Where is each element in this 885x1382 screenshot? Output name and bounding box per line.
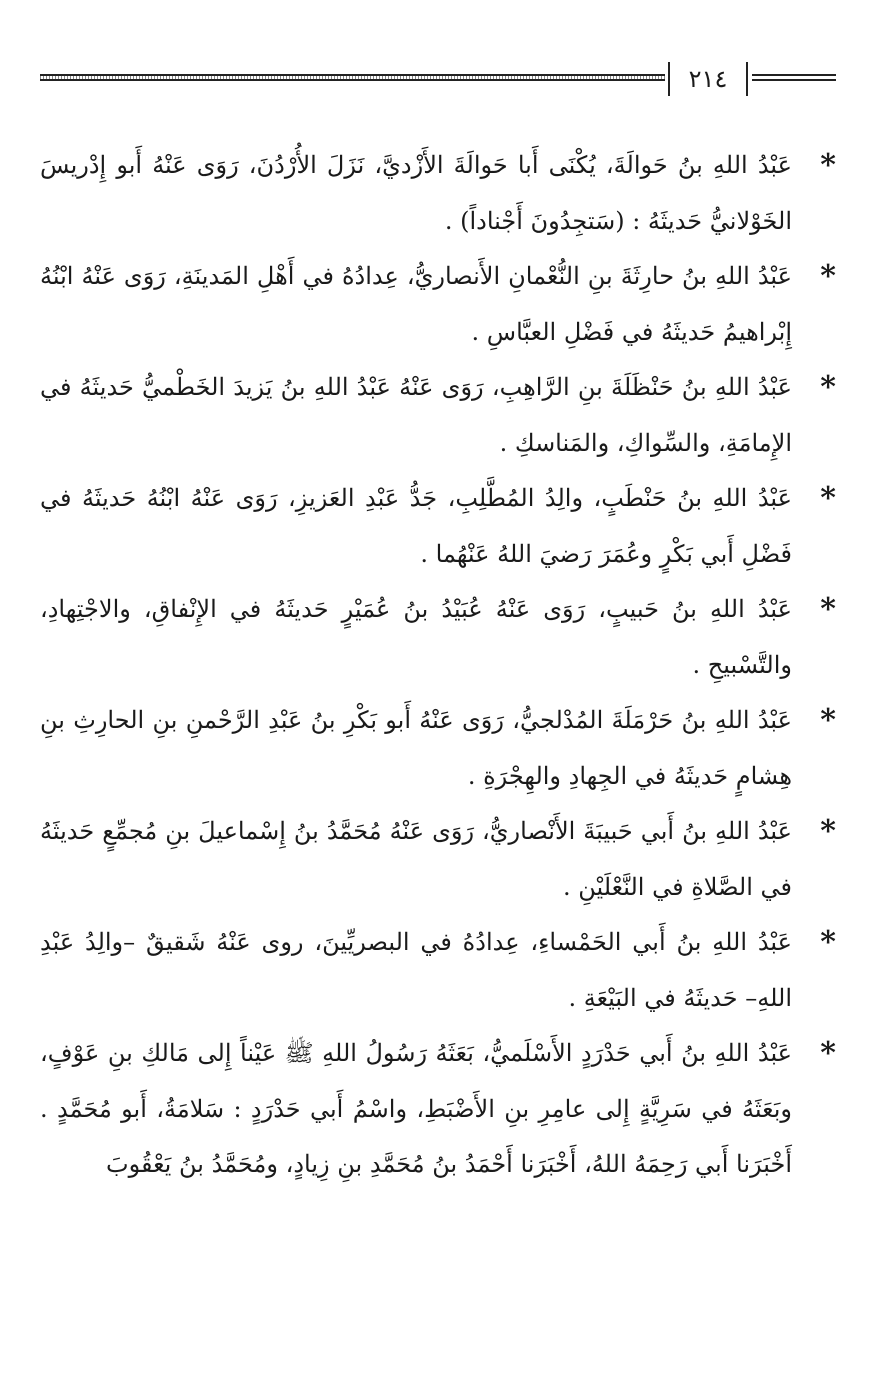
entry-text: عَبْدُ اللهِ بنُ حَنْطَبٍ، والِدُ المُطَّلِبِ، جَدُّ عَبْدِ العَزيزِ، رَوَى عَنْهُ ابْنُهُ حَديثَهُ في فَضْلِ أَبي بَكْرٍ وعُمَرَ رَضيَ اللهُ عَنْهُما . <box>40 484 792 568</box>
entry-bullet: * <box>820 148 836 183</box>
header-divider-left <box>668 62 670 96</box>
header-rule-left <box>40 74 665 81</box>
biography-entry <box>40 582 836 693</box>
entry-bullet: * <box>820 1036 836 1071</box>
header-rule-right <box>752 74 836 81</box>
entry-bullet: * <box>820 481 836 516</box>
entry-bullet: * <box>820 925 836 960</box>
entry-text: عَبْدُ اللهِ بنُ حَرْمَلَةَ المُدْلجيُّ، رَوَى عَنْهُ أَبو بَكْرِ بنُ عَبْدِ الرَّحْمنِ بنِ الحارِثِ بنِ هِشامٍ حَديثَهُ في الجِهادِ والهِجْرَةِ . <box>40 706 792 790</box>
biography-entry <box>40 693 836 804</box>
page-body <box>40 138 836 1193</box>
entry-bullet: * <box>820 814 836 849</box>
biography-entry <box>40 915 836 1026</box>
entry-text: عَبْدُ اللهِ بنُ حارِثَةَ بنِ النُّعْمانِ الأَنصاريُّ، عِدادُهُ في أَهْلِ المَدينَةِ، رَوَى عَنْهُ ابْنُهُ إِبْراهيمُ حَديثَهُ في فَضْلِ العبَّاسِ . <box>40 262 792 346</box>
entry-bullet: * <box>820 259 836 294</box>
entry-text: عَبْدُ اللهِ بنُ أَبي الحَمْساءِ، عِدادُهُ في البصريِّينَ، روى عَنْهُ شَقيقٌ –والِدُ عَبْدِ اللهِ– حَديثَهُ في البَيْعَةِ . <box>40 928 792 1012</box>
biography-entry <box>40 1026 836 1193</box>
biography-entry <box>40 249 836 360</box>
entry-bullet: * <box>820 703 836 738</box>
biography-entry <box>40 360 836 471</box>
page-header <box>40 62 836 102</box>
entry-text: عَبْدُ اللهِ بنُ حَنْظَلَةَ بنِ الرَّاهِبِ، رَوَى عَنْهُ عَبْدُ اللهِ بنُ يَزيدَ الخَطْميُّ حَديثَهُ في الإِمامَةِ، والسِّواكِ، والمَناسكِ . <box>40 373 792 457</box>
biography-entry <box>40 471 836 582</box>
entry-bullet: * <box>820 370 836 405</box>
entry-bullet: * <box>820 592 836 627</box>
entry-text: عَبْدُ اللهِ بنُ أَبي حَبيبَةَ الأَنْصاريُّ، رَوَى عَنْهُ مُحَمَّدُ بنُ إِسْماعيلَ بنِ مُجمِّعٍ حَديثَهُ في الصَّلاةِ في النَّعْلَيْنِ . <box>40 817 792 901</box>
biography-entry <box>40 138 836 249</box>
header-divider-right <box>746 62 748 96</box>
entry-text: عَبْدُ اللهِ بنُ أَبي حَدْرَدٍ الأَسْلَميُّ، بَعَثَهُ رَسُولُ اللهِ ﷺ عَيْناً إِلى مَالكِ بنِ عَوْفٍ، وبَعَثَهُ في سَرِيَّةٍ إِلى عامِرِ بنِ الأَضْبَطِ، واسْمُ أَبي حَدْرَدٍ : سَلامَةُ، أَبو مُحَمَّدٍ . أَخْبَرَنا أَبي رَحِمَهُ اللهُ، أَخْبَرَنا أَحْمَدُ بنُ مُحَمَّدِ بنِ زِيادٍ، ومُحَمَّدُ بنُ يَعْقُوبَ <box>40 1039 793 1178</box>
entry-text: عَبْدُ اللهِ بنُ حَوالَةَ، يُكْنَى أَبا حَوالَةَ الأَزْديَّ، نَزَلَ الأُرْدُنَ، رَوَى عَنْهُ أَبو إِدْريسَ الخَوْلانيُّ حَديثَهُ : (سَتجِدُونَ أَجْناداً) . <box>40 151 792 235</box>
biography-entry <box>40 804 836 915</box>
page-number: ٢١٤ <box>688 65 728 93</box>
entry-text: عَبْدُ اللهِ بنُ حَبيبٍ، رَوَى عَنْهُ عُبَيْدُ بنُ عُمَيْرٍ حَديثَهُ في الإِنْفاقِ، والاجْتِهادِ، والتَّسْبيحِ . <box>40 595 792 679</box>
